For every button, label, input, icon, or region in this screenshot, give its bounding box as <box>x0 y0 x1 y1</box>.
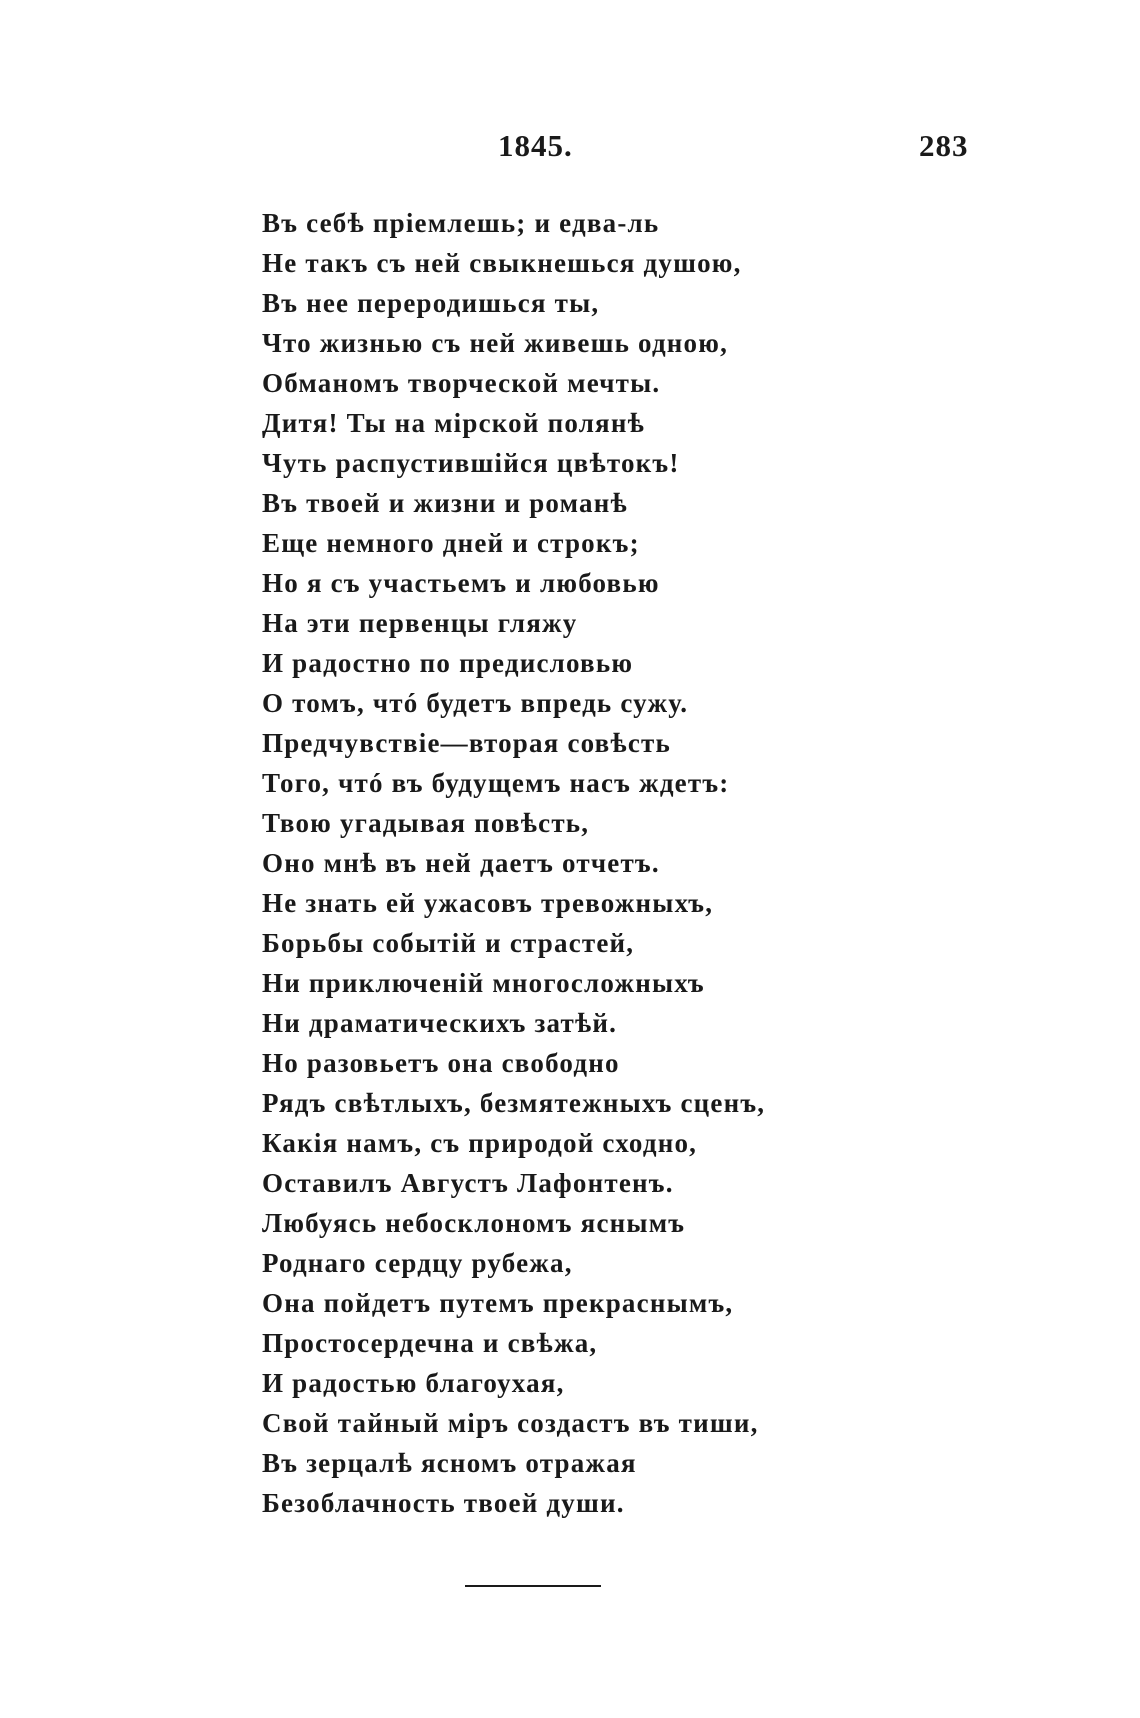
poem-line: И радостью благоухая, <box>262 1368 565 1398</box>
poem-line: Роднаго сердцу рубежа, <box>262 1248 573 1278</box>
poem-line: Чуть распустившійся цвѣтокъ! <box>262 448 680 478</box>
poem-line: Любуясь небосклономъ яснымъ <box>262 1208 686 1238</box>
poem-line: Въ зерцалѣ ясномъ отражая <box>262 1448 637 1478</box>
poem-line: Борьбы событій и страстей, <box>262 928 635 958</box>
poem-line: Твою угадывая повѣсть, <box>262 808 590 838</box>
poem-line: Она пойдетъ путемъ прекраснымъ, <box>262 1288 734 1318</box>
poem-line: Дитя! Ты на мірской полянѣ <box>262 408 646 438</box>
poem-line: Не знать ей ужасовъ тревожныхъ, <box>262 888 714 918</box>
poem-line: Ни приключеній многосложныхъ <box>262 968 705 998</box>
poem-line: Что жизнью съ ней живешь одною, <box>262 328 729 358</box>
running-head-year: 1845. <box>498 128 573 163</box>
poem-line: Безоблачность твоей души. <box>262 1488 625 1518</box>
poem-line: Предчувствіе—вторая совѣсть <box>262 728 671 758</box>
end-rule <box>465 1585 601 1587</box>
poem-line: Не такъ съ ней свыкнешься душою, <box>262 248 742 278</box>
poem-line: Въ себѣ пріемлешь; и едва-ль <box>262 208 660 238</box>
poem-line: Но я съ участьемъ и любовью <box>262 568 660 598</box>
page-number: 283 <box>919 128 969 163</box>
poem-text <box>262 203 765 1523</box>
poem-line: Того, чтó въ будущемъ насъ ждетъ: <box>262 768 730 798</box>
poem-line: На эти первенцы гляжу <box>262 608 578 638</box>
poem-line: Простосердечна и свѣжа, <box>262 1328 598 1358</box>
poem-line: Рядъ свѣтлыхъ, безмятежныхъ сценъ, <box>262 1088 766 1118</box>
poem-line: Обманомъ творческой мечты. <box>262 368 661 398</box>
poem-line: О томъ, чтó будетъ впредь сужу. <box>262 688 689 718</box>
poem-line: Но разовьетъ она свободно <box>262 1048 620 1078</box>
poem-line: Оно мнѣ въ ней даетъ отчетъ. <box>262 848 660 878</box>
poem-line: Оставилъ Августъ Лафонтенъ. <box>262 1168 674 1198</box>
poem-line: Въ нее переродишься ты, <box>262 288 600 318</box>
poem-line: Еще немного дней и строкъ; <box>262 528 640 558</box>
poem-line: И радостно по предисловью <box>262 648 634 678</box>
poem-line: Какія намъ, съ природой сходно, <box>262 1128 698 1158</box>
poem-line: Въ твоей и жизни и романѣ <box>262 488 628 518</box>
poem-line: Свой тайный міръ создастъ въ тиши, <box>262 1408 759 1438</box>
poem-line: Ни драматическихъ затѣй. <box>262 1008 618 1038</box>
